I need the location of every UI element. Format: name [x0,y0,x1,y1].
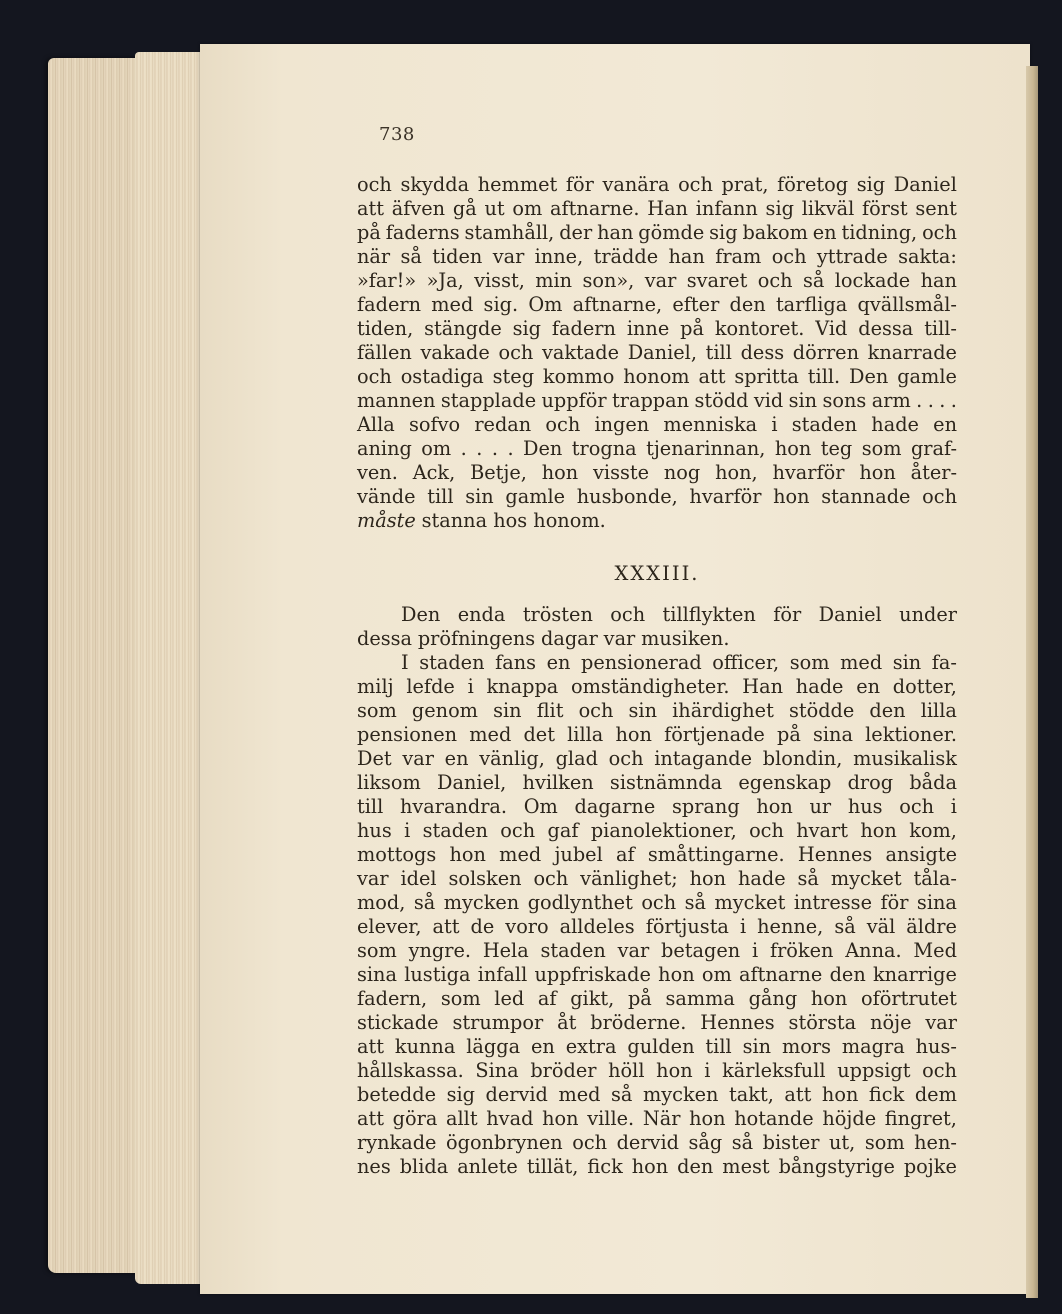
chapter-heading: XXXIII. [614,562,700,585]
text-line: var idel solsken och vänlighet; hon hade så mycket tåla- [357,867,957,890]
paragraph-1 [357,173,957,533]
text-line: Den enda trösten och tillflykten för Daniel under [401,603,957,626]
text-line: milj lefde i knappa omständigheter. Han hade en dotter, [357,675,957,698]
text-line: mannen stapplade uppför trappan stödd vid sin sons arm . . . . [357,389,957,412]
text-line: hus i staden och gaf pianolektioner, och hvart hon kom, [357,819,957,842]
text-line: liksom Daniel, hvilken sistnämnda egenskap drog båda [357,771,957,794]
text-line: när så tiden var inne, trädde han fram och yttrade sakta: [357,245,957,268]
text-line: ven. Ack, Betje, hon visste nog hon, hvarför hon åter- [357,461,957,484]
text-line: nes blida anlete tillät, fick hon den mest bångstyrige pojke [357,1155,957,1178]
text-line: fadern med sig. Om aftnarne, efter den tarfliga qvällsmål- [357,293,957,316]
text-line: Det var en vänlig, glad och intagande blondin, musikalisk [357,747,957,770]
text-line: Alla sofvo redan och ingen menniska i staden hade en [357,413,957,436]
text-line: och ostadiga steg kommo honom att spritta till. Den gamle [357,365,957,388]
text-line: mod, så mycken godlynthet och så mycket intresse för sina [357,891,957,914]
text-line: rynkade ögonbrynen och dervid såg så bister ut, som hen- [357,1131,957,1154]
paragraph-2-3 [357,603,957,1179]
page-gutter-edge [1026,66,1038,1298]
text-line: fadern, som led af gikt, på samma gång hon oförtrutet [357,987,957,1010]
text-line: elever, att de voro alldeles förtjusta i henne, så väl äldre [357,915,957,938]
text-line-last [357,509,957,533]
text-line: att göra allt hvad hon ville. När hon hotande höjde fingret, [357,1107,957,1130]
text-line: att kunna lägga en extra gulden till sin mors magra hus- [357,1035,957,1058]
text-line: till hvarandra. Om dagarne sprang hon ur hus och i [357,795,957,818]
text-line: vände till sin gamle husbonde, hvarför hon stannade och [357,485,957,508]
text-line: mottogs hon med jubel af småttingarne. Hennes ansigte [357,843,957,866]
text-line: stickade strumpor åt bröderne. Hennes största nöje var [357,1011,957,1034]
text-line: som yngre. Hela staden var betagen i fröken Anna. Med [357,939,957,962]
text-line: betedde sig dervid med så mycken takt, att hon fick dem [357,1083,957,1106]
page-number: 738 [379,124,415,145]
text-line: pensionen med det lilla hon förtjenade på sina lektioner. [357,723,957,746]
text-line: aning om . . . . Den trogna tjenarinnan, hon teg som graf- [357,437,957,460]
text-line: dessa pröfningens dagar var musiken. [357,627,730,650]
text-line: »far!» »Ja, visst, min son», var svaret och så lockade han [357,269,957,292]
text-span: stanna hos honom. [421,509,606,532]
text-line: och skydda hemmet för vanära och prat, företog sig Daniel [357,173,957,196]
text-line: fällen vakade och vaktade Daniel, till dess dörren knarrade [357,341,957,364]
text-line: som genom sin flit och sin ihärdighet stödde den lilla [357,699,957,722]
text-line: på faderns stamhåll, der han gömde sig bakom en tidning, och [357,221,957,244]
emphasis-word: måste [357,509,416,532]
text-line: I staden fans en pensionerad officer, som med sin fa- [401,651,957,674]
text-line: hållskassa. Sina bröder höll hon i kärleksfull uppsigt och [357,1059,957,1082]
text-line: att äfven gå ut om aftnarne. Han infann sig likväl först sent [357,197,957,220]
text-line: sina lustiga infall uppfriskade hon om aftnarne den knarrige [357,963,957,986]
text-line: tiden, stängde sig fadern inne på kontoret. Vid dessa till- [357,317,957,340]
